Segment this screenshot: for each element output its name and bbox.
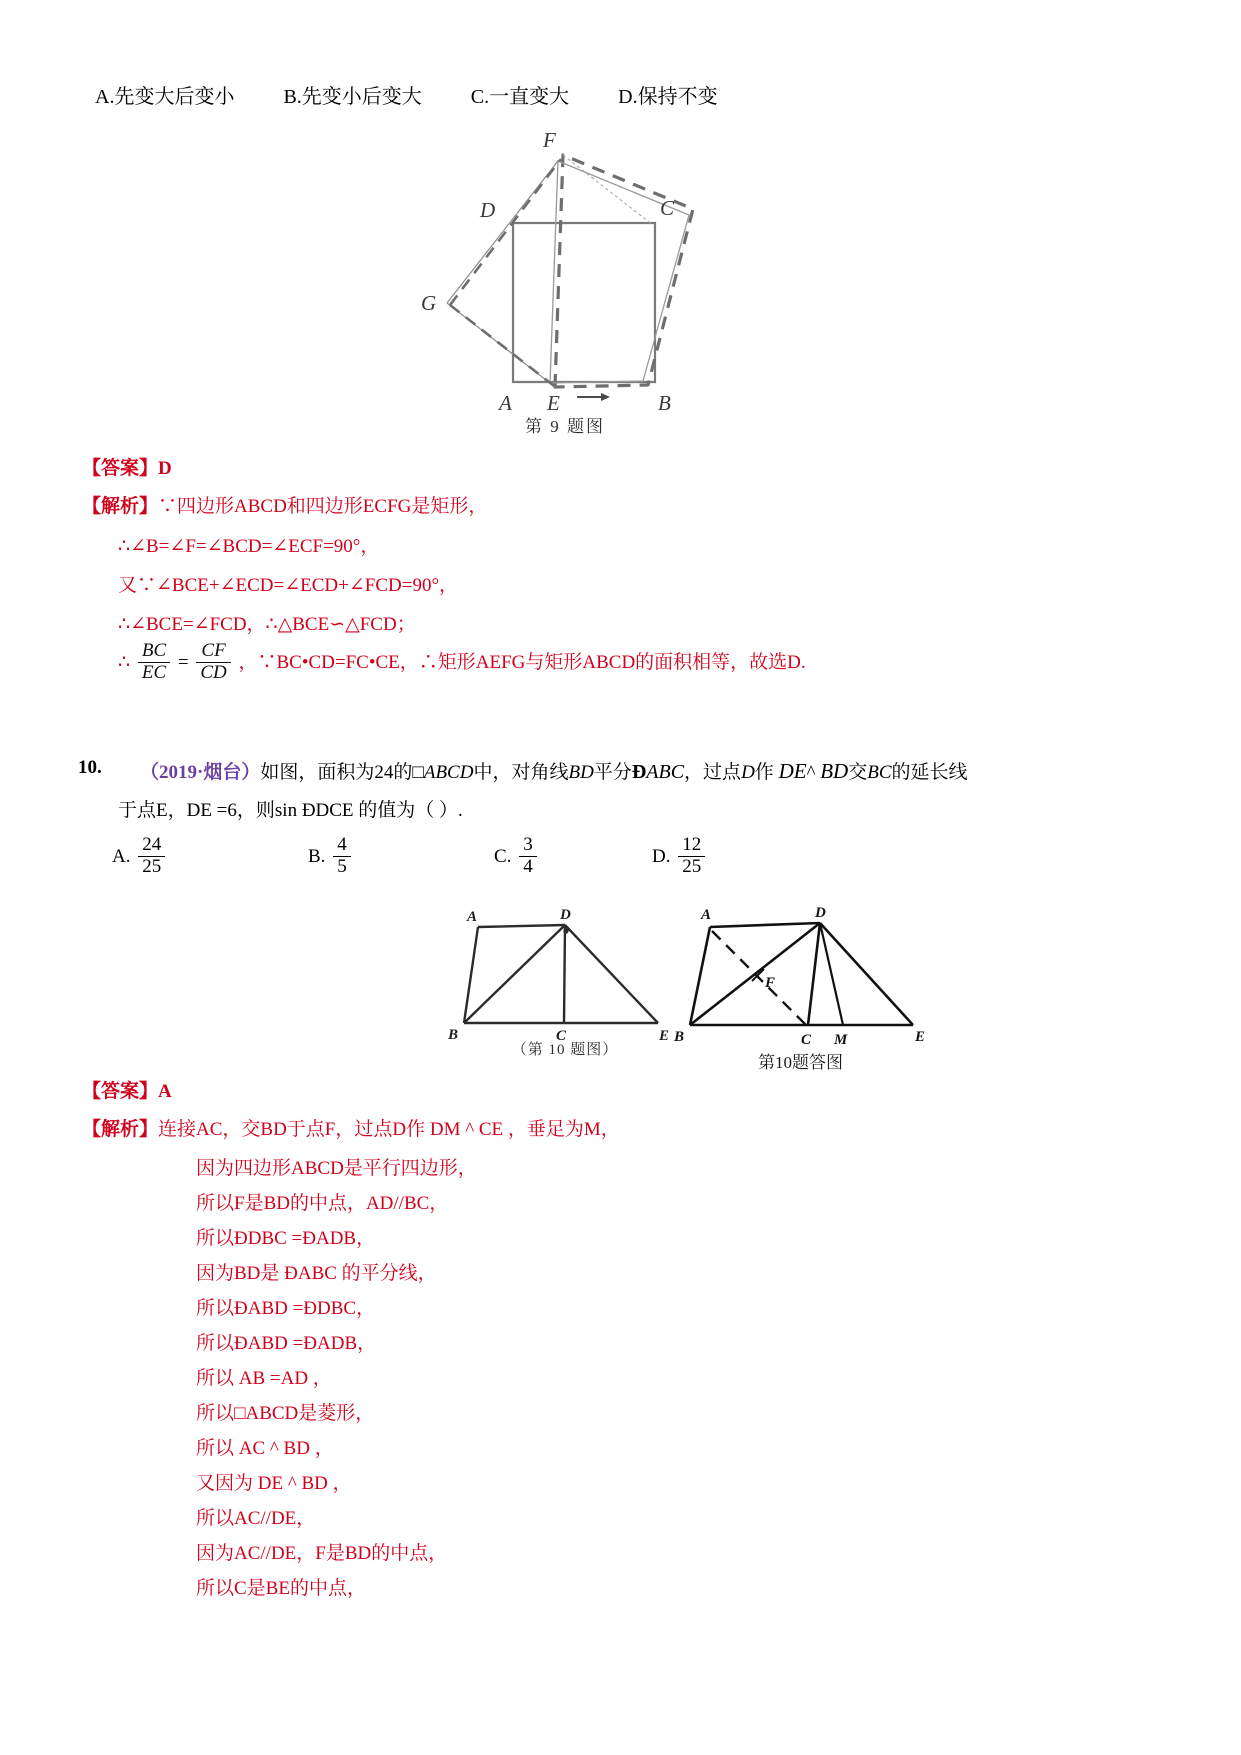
fraction-denominator: CD bbox=[200, 661, 227, 683]
q9-choice-d: D.保持不变 bbox=[618, 86, 718, 108]
q9-final-tail: ，∵BC•CD=FC•CE，∴矩形AEFG与矩形ABCD的面积相等，故选D. bbox=[238, 651, 806, 673]
q10-stem-line-1 bbox=[140, 757, 968, 784]
q10-abc: ABC bbox=[646, 761, 685, 783]
q10-stem-c: 平分 bbox=[593, 762, 632, 783]
g-guide-1 bbox=[447, 161, 558, 303]
q10-bc: BC bbox=[867, 762, 892, 783]
segment-AD bbox=[710, 923, 820, 927]
q10-number: 10. bbox=[78, 757, 102, 778]
q10-analysis-line-3: 所以ÐDBC =ÐADB， bbox=[196, 1228, 376, 1249]
label-E: E bbox=[659, 1028, 670, 1044]
q10-analysis-line-7: 所以 AB =AD ， bbox=[196, 1368, 332, 1389]
q10-source: （2019·烟台） bbox=[140, 762, 261, 783]
label-C: C bbox=[660, 196, 675, 220]
q9-analysis-final-line bbox=[118, 642, 806, 685]
q10-answer-tag: 【答案】 bbox=[82, 1081, 159, 1102]
q10-option-d bbox=[652, 836, 708, 879]
q9-figure bbox=[395, 125, 735, 425]
parallelogram-symbol: □ bbox=[412, 762, 424, 783]
option-label: A. bbox=[112, 845, 131, 867]
label-B: B bbox=[448, 1027, 459, 1043]
q10-analysis-tag: 【解析】 bbox=[82, 1119, 159, 1140]
f-c-diagonal bbox=[563, 155, 653, 225]
label-A: A bbox=[467, 909, 478, 925]
fraction-numerator: 4 bbox=[333, 835, 351, 857]
option-label: C. bbox=[494, 845, 512, 867]
q9-figure-caption: 第 9 题图 bbox=[525, 417, 605, 436]
q9-choice-a: A.先变大后变小 bbox=[95, 86, 235, 108]
fraction-numerator: 3 bbox=[519, 835, 537, 857]
q10-point-d: D bbox=[741, 762, 755, 783]
g-dash-1 bbox=[450, 159, 561, 305]
segment-DE bbox=[565, 925, 658, 1023]
q10-answer-row bbox=[82, 1076, 172, 1103]
option-fraction bbox=[138, 835, 165, 878]
fraction-denominator: 25 bbox=[142, 855, 162, 877]
q9-analysis-row-1 bbox=[82, 491, 487, 518]
e-motion-arrow-head bbox=[601, 393, 610, 401]
q9-answer-tag: 【答案】 bbox=[82, 458, 159, 479]
option-fraction bbox=[333, 835, 351, 878]
q10-option-b bbox=[308, 836, 354, 879]
label-A: A bbox=[499, 391, 512, 415]
q10-bd2: BD bbox=[820, 759, 849, 783]
label-C: C bbox=[556, 1028, 567, 1044]
q9-analysis-line-1: ∵四边形ABCD和四边形ECFG是矩形， bbox=[158, 496, 488, 517]
fraction-numerator: BC bbox=[138, 641, 170, 663]
q10-analysis-line-8: 所以□ABCD是菱形， bbox=[196, 1403, 375, 1424]
fraction-denominator: EC bbox=[141, 661, 167, 683]
q10-figure-a bbox=[440, 905, 690, 1045]
q10-analysis-line-9: 所以 AC ^ BD ， bbox=[196, 1438, 334, 1459]
q9-answer-row bbox=[82, 453, 172, 480]
q10-stem-a: 如图，面积为24的 bbox=[260, 762, 413, 783]
q9-analysis-line-4: ∴∠BCE=∠FCD，∴△BCE∽△FCD； bbox=[118, 614, 416, 635]
q10-stem-e: 作 bbox=[754, 762, 774, 783]
rect-ecfg-solid bbox=[550, 161, 689, 383]
q10-stem-line-2: 于点E，DE =6，则sin ÐDCE 的值为（ ）. bbox=[118, 800, 463, 821]
rect-ecfg-dashed bbox=[555, 155, 693, 387]
segment-DC bbox=[564, 925, 565, 1023]
q9-analysis-tag: 【解析】 bbox=[82, 496, 159, 517]
q9-final-lead: ∴ bbox=[118, 651, 131, 673]
fraction-denominator: 25 bbox=[682, 855, 702, 877]
segment-DE bbox=[820, 923, 913, 1025]
q10-stem-g: 的延长线 bbox=[891, 762, 968, 783]
q10-figure-a-caption: （第 10 题图） bbox=[511, 1042, 619, 1058]
q10-figure-b-caption: 第10题答图 bbox=[758, 1053, 843, 1072]
label-C: C bbox=[801, 1032, 812, 1048]
fraction-numerator: 12 bbox=[678, 835, 705, 857]
q9-choice-b: B.先变小后变大 bbox=[283, 86, 422, 108]
q9-choices-row bbox=[95, 80, 762, 109]
fraction-numerator: 24 bbox=[138, 835, 165, 857]
q10-abcd: ABCD bbox=[423, 762, 474, 783]
segment-AC-dashed bbox=[712, 931, 808, 1027]
square-abcd bbox=[513, 223, 655, 382]
q10-analysis-row-1 bbox=[82, 1114, 620, 1141]
option-label: B. bbox=[308, 845, 326, 867]
q10-stem-d: ，过点 bbox=[684, 762, 742, 783]
q10-figure-b bbox=[668, 905, 933, 1048]
option-label: D. bbox=[652, 845, 671, 867]
fraction-denominator: 5 bbox=[337, 855, 347, 877]
option-fraction bbox=[678, 835, 705, 878]
q9-analysis-line-2: ∴∠B=∠F=∠BCD=∠ECF=90°， bbox=[118, 536, 380, 557]
q9-answer-value: D bbox=[158, 458, 172, 479]
q10-figure-a-svg bbox=[440, 905, 690, 1045]
label-M: M bbox=[834, 1032, 848, 1048]
q10-analysis-line-1: 因为四边形ABCD是平行四边形， bbox=[196, 1158, 477, 1179]
label-B: B bbox=[658, 391, 671, 415]
fraction-numerator: CF bbox=[196, 641, 230, 663]
q10-analysis-line-6: 所以ÐABD =ÐADB， bbox=[196, 1333, 377, 1354]
q10-stem-f: 交 bbox=[848, 762, 868, 783]
q10-analysis-line-12: 因为AC//DE，F是BD的中点， bbox=[196, 1543, 448, 1564]
q9-choice-c: C.一直变大 bbox=[470, 86, 570, 108]
label-E: E bbox=[915, 1029, 926, 1045]
label-B: B bbox=[674, 1029, 685, 1045]
q10-analysis-line-4: 因为BD是 ÐABC 的平分线， bbox=[196, 1263, 437, 1284]
fraction-cf-cd bbox=[196, 641, 230, 684]
segment-DM bbox=[820, 923, 843, 1025]
label-D: D bbox=[480, 198, 496, 222]
q10-figure-b-svg bbox=[668, 905, 933, 1050]
q10-analysis-first: 连接AC，交BD于点F，过点D作 DM ^ CE ，垂足为M， bbox=[158, 1119, 620, 1140]
label-F: F bbox=[765, 975, 776, 991]
equals-sign: = bbox=[177, 651, 189, 673]
q10-option-c bbox=[494, 836, 540, 879]
q10-bd: BD bbox=[568, 762, 594, 783]
q10-answer-value: A bbox=[158, 1081, 172, 1102]
q9-figure-svg bbox=[395, 125, 735, 425]
label-E: E bbox=[547, 391, 560, 415]
segment-DC bbox=[808, 923, 820, 1025]
fraction-denominator: 4 bbox=[523, 855, 533, 877]
option-fraction bbox=[519, 835, 537, 878]
q10-analysis-line-2: 所以F是BD的中点，AD//BC， bbox=[196, 1193, 449, 1214]
q10-de: DE bbox=[778, 759, 807, 783]
label-G: G bbox=[421, 291, 437, 315]
q10-analysis-line-10: 又因为 DE ^ BD ， bbox=[196, 1473, 352, 1494]
q9-analysis-line-3: 又∵∠BCE+∠ECD=∠ECD+∠FCD=90°， bbox=[118, 575, 459, 596]
label-F: F bbox=[543, 128, 556, 152]
label-A: A bbox=[701, 907, 712, 923]
label-D: D bbox=[560, 907, 571, 923]
fraction-bc-ec bbox=[138, 641, 170, 684]
perpendicular-symbol: ^ bbox=[806, 762, 816, 783]
q10-analysis-line-13: 所以C是BE的中点， bbox=[196, 1578, 366, 1599]
segment-AD bbox=[478, 925, 565, 927]
q10-stem-b: 中，对角线 bbox=[473, 762, 569, 783]
label-D: D bbox=[815, 905, 826, 921]
segment-AB bbox=[464, 927, 478, 1023]
q10-option-a bbox=[112, 836, 168, 879]
right-angle-mark-D bbox=[563, 928, 568, 933]
q10-analysis-line-5: 所以ÐABD =ÐDBC， bbox=[196, 1298, 376, 1319]
q10-analysis-line-11: 所以AC//DE， bbox=[196, 1508, 316, 1529]
angle-symbol: Ð bbox=[631, 761, 647, 783]
segment-BD bbox=[464, 925, 565, 1023]
